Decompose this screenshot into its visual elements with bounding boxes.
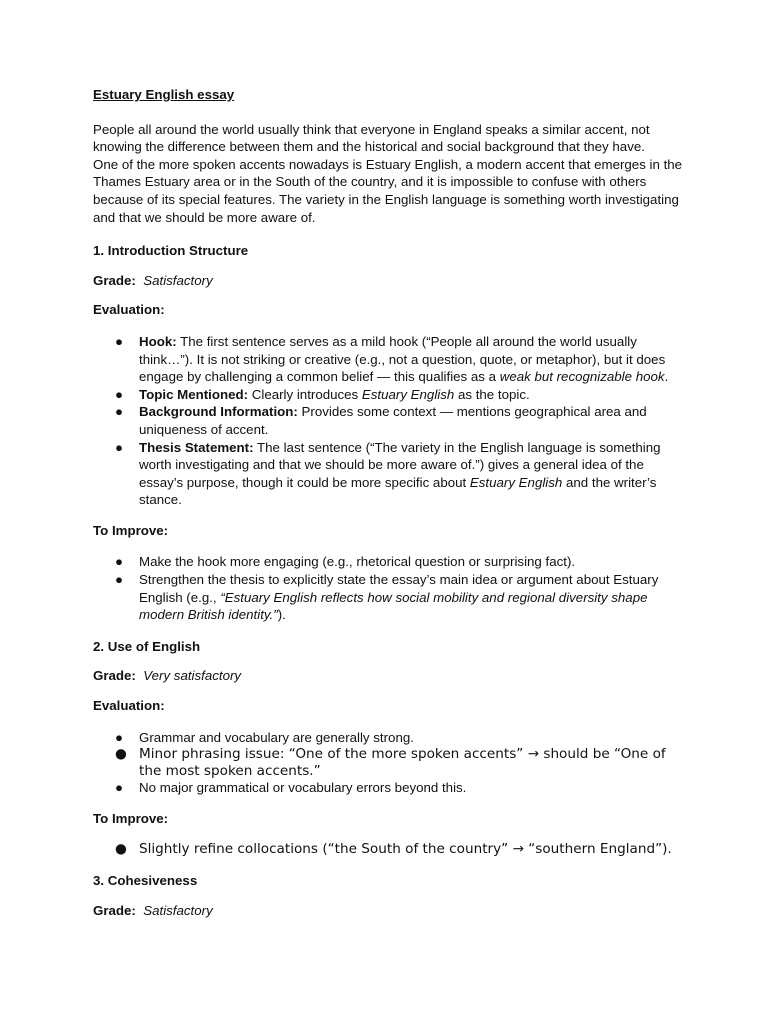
- grade-line: [93, 902, 683, 920]
- item-emphasis: Estuary English: [361, 386, 455, 402]
- item-text: Strengthen the thesis to explicitly state the essay’s main idea or argument about Estuary English (e.g.,: [139, 572, 659, 605]
- bullet-icon: ●: [115, 841, 127, 858]
- item-emphasis: Estuary English: [469, 474, 563, 490]
- to-improve-label: To Improve:: [93, 810, 169, 826]
- evaluation-list: [93, 333, 683, 509]
- list-item: [93, 571, 683, 624]
- item-text: Make the hook more engaging (e.g., rhetorical question or surprising fact).: [139, 554, 576, 570]
- item-text: The last sentence (“The variety in the English language is something worth investigating and that we should be more aware of.”) gives a general idea of the essay’s purpose, though it could be more specific about: [139, 439, 661, 490]
- section-heading: 2. Use of English: [93, 638, 201, 654]
- list-item: [93, 333, 683, 386]
- grade-label: Grade:: [93, 902, 136, 918]
- list-item: [93, 746, 683, 779]
- item-label: Background Information:: [139, 404, 298, 420]
- item-text: No major grammatical or vocabulary errors beyond this.: [139, 780, 467, 796]
- bullet-icon: ●: [115, 554, 124, 570]
- evaluation-list: [93, 729, 683, 797]
- bullet-icon: ●: [115, 746, 127, 763]
- item-text: The first sentence serves as a mild hook (“People all around the world usually think…”). It is not striking or creative (e.g., not a question, quote, or metaphor), but it does engage by challenging a common belief — this qualifies as a: [139, 333, 666, 385]
- grade-value: Satisfactory: [143, 272, 213, 288]
- item-text: Clearly introduces: [248, 386, 362, 402]
- section-cohesiveness: [93, 872, 683, 919]
- bullet-icon: ●: [115, 386, 124, 402]
- bullet-icon: ●: [115, 439, 124, 455]
- item-text: as the topic.: [454, 386, 530, 402]
- section-heading: 1. Introduction Structure: [93, 243, 249, 259]
- list-item: [93, 386, 683, 404]
- document-title: Estuary English essay: [93, 87, 235, 102]
- bullet-icon: ●: [115, 333, 124, 349]
- list-item: [93, 439, 683, 509]
- item-label: Thesis Statement:: [139, 439, 254, 455]
- bullet-icon: ●: [115, 572, 124, 588]
- grade-value: Satisfactory: [143, 902, 213, 918]
- essay-paragraph-2: One of the more spoken accents nowadays is Estuary English, a modern accent that emerges in the Thames Estuary area or in the South of the country, and it is impossible to confuse with others because of its special features. The variety in the English language is something worth investigating and that we should be more aware of.: [93, 156, 683, 225]
- item-text: Grammar and vocabulary are generally strong.: [139, 729, 414, 745]
- list-item: [93, 553, 683, 571]
- list-item: [93, 403, 683, 438]
- item-label: Hook:: [139, 333, 177, 349]
- grade-line: [93, 272, 683, 290]
- bullet-icon: ●: [115, 404, 124, 420]
- item-text: and the writer’s stance.: [139, 474, 657, 508]
- item-text: ).: [277, 607, 286, 623]
- list-item: [93, 841, 683, 858]
- item-emphasis: “Estuary English reflects how social mobility and regional diversity shape modern British identity.”: [139, 589, 648, 623]
- evaluation-label: Evaluation:: [93, 698, 165, 714]
- grade-value: Very satisfactory: [143, 668, 242, 684]
- bullet-icon: ●: [115, 729, 124, 745]
- essay-paragraph-1: People all around the world usually think that everyone in England speaks a similar accent, not knowing the difference between them and the historical and social background that they have.: [93, 121, 650, 155]
- evaluation-label: Evaluation:: [93, 302, 165, 318]
- item-text: Slightly refine collocations (“the South of the country” → “southern England”).: [139, 841, 672, 858]
- bullet-icon: ●: [115, 780, 124, 796]
- item-text: .: [664, 369, 669, 385]
- grade-label: Grade:: [93, 668, 136, 684]
- section-heading: 3. Cohesiveness: [93, 872, 198, 888]
- list-item: [93, 779, 683, 797]
- item-text: Provides some context — mentions geographical area and uniqueness of accent.: [139, 404, 647, 437]
- item-emphasis: weak but recognizable hook: [499, 369, 665, 385]
- section-introduction-structure: [93, 242, 683, 624]
- grade-line: [93, 667, 683, 685]
- to-improve-label: To Improve:: [93, 522, 169, 538]
- section-use-of-english: [93, 638, 683, 858]
- item-label: Topic Mentioned:: [139, 386, 249, 402]
- grade-label: Grade:: [93, 272, 136, 288]
- list-item: [93, 729, 683, 747]
- item-text: Minor phrasing issue: “One of the more spoken accents” → should be “One of the most spoken accents.”: [139, 746, 666, 779]
- improve-list: [93, 553, 683, 623]
- document-page: [93, 86, 683, 919]
- improve-list: [93, 841, 683, 858]
